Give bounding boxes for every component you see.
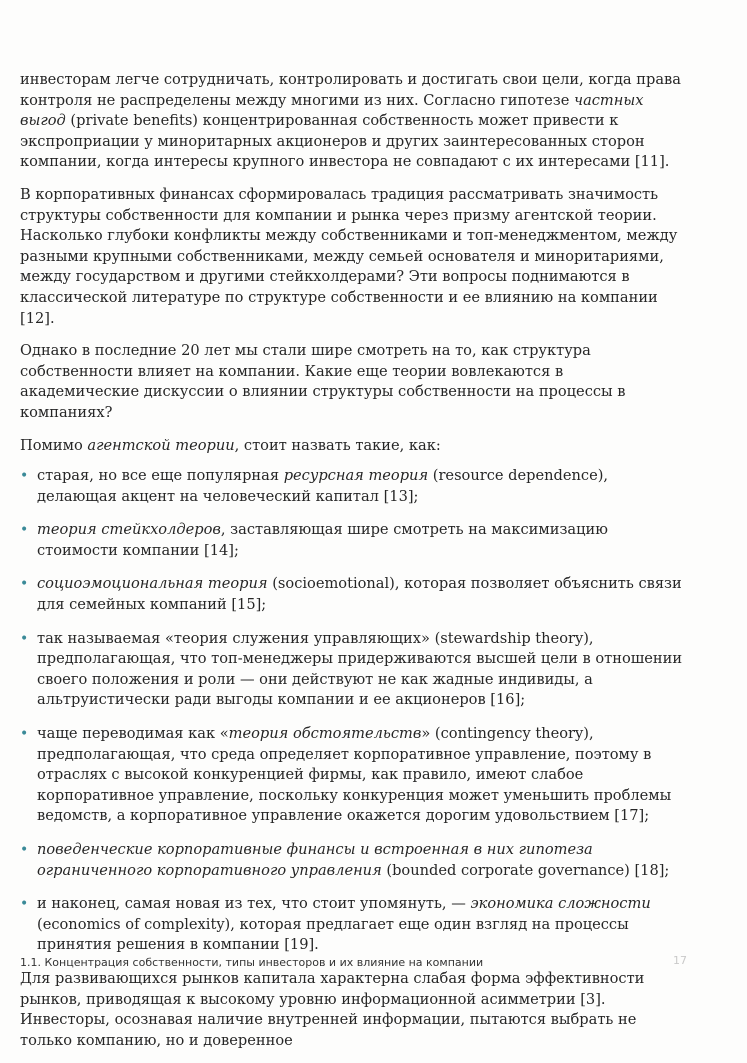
list-item: • теория стейкхолдеров, заставляющая шире смотреть на максимизацию стоимости компании [14]; <box>20 520 685 561</box>
list-item: • старая, но все еще популярная ресурсная теория (resource dependence), делающая акцент на человеческий капитал [13]; <box>20 466 685 507</box>
paragraph-5: Для развивающихся рынков капитала характерна слабая форма эффективности рынков, приводящая к высокому уровню информационной асимметрии [3]. Инвесторы, осознавая наличие внутренней информации, пытаются выбрать не только компанию, но и доверенное <box>20 969 645 1049</box>
list-item: • так называемая «теория служения управляющих» (stewardship theory), предполагающая, что топ-менеджеры придерживаются высшей цели в отношении своего положения и роли — они действуют не как жадные индивиды, а альтруистически ради выгоды компании и ее акционеров [16]; <box>20 629 685 711</box>
list-item: • социоэмоциональная теория (socioemotional), которая позволяет объяснить связи для семейных компаний [15]; <box>20 574 685 615</box>
paragraph-4: Помимо агентской теории, стоит назвать такие, как: <box>20 436 441 454</box>
paragraph-1: инвесторам легче сотрудничать, контролировать и достигать свои цели, когда права контроля не распределены между многими из них. Согласно гипотезе частных выгод (private benefits) концентрированная собственность может привести к экспроприации у миноритарных акционеров и других заинтересованных сторон компании, когда интересы крупного инвестора не совпадают с их интересами [11]. <box>20 71 681 171</box>
term-private-benefits: частных выгод <box>20 91 644 130</box>
paragraph-3: Однако в последние 20 лет мы стали шире смотреть на то, как структура собственности влияет на компании. Какие еще теории вовлекаются в академические дискуссии о влиянии структуры собственности на процессы в компаниях? <box>20 342 626 421</box>
running-footer: 1.1. Концентрация собственности, типы инвесторов и их влияние на компании <box>20 956 484 969</box>
paragraph-2: В корпоративных финансах сформировалась традиция рассматривать значимость структуры собственности для компании и рынка через призму агентской теории. Насколько глубоки конфликты между собственниками и топ-менеджментом, между разными крупными собственниками, между семьей основателя и миноритариями, между государством и другими стейкхолдерами? Эти вопросы поднимаются в классической литературе по структуре собственности и ее влиянию на компании [12]. <box>20 185 678 327</box>
list-item: • и наконец, самая новая из тех, что стоит упомянуть, — экономика сложности (economics of complexity), которая предлагает еще один взгляд на процессы принятия решения в компании [19]. <box>20 894 685 956</box>
list-item: • поведенческие корпоративные финансы и встроенная в них гипотеза ограниченного корпоративного управления (bounded corporate governance) [18]; <box>20 840 685 881</box>
page-number: 17 <box>673 954 687 967</box>
list-item: • чаще переводимая как «теория обстоятельств» (contingency theory), предполагающая, что среда определяет корпоративное управление, поэтому в отраслях с высокой конкуренцией фирмы, как правило, имеют слабое корпоративное управление, поскольку конкуренция может уменьшить проблемы ведомств, а корпоративное управление окажется дорогим удовольствием [17]; <box>20 724 685 827</box>
theories-list <box>20 466 685 956</box>
page-body <box>20 70 685 1063</box>
term-agency-theory: агентской теории <box>87 436 235 454</box>
